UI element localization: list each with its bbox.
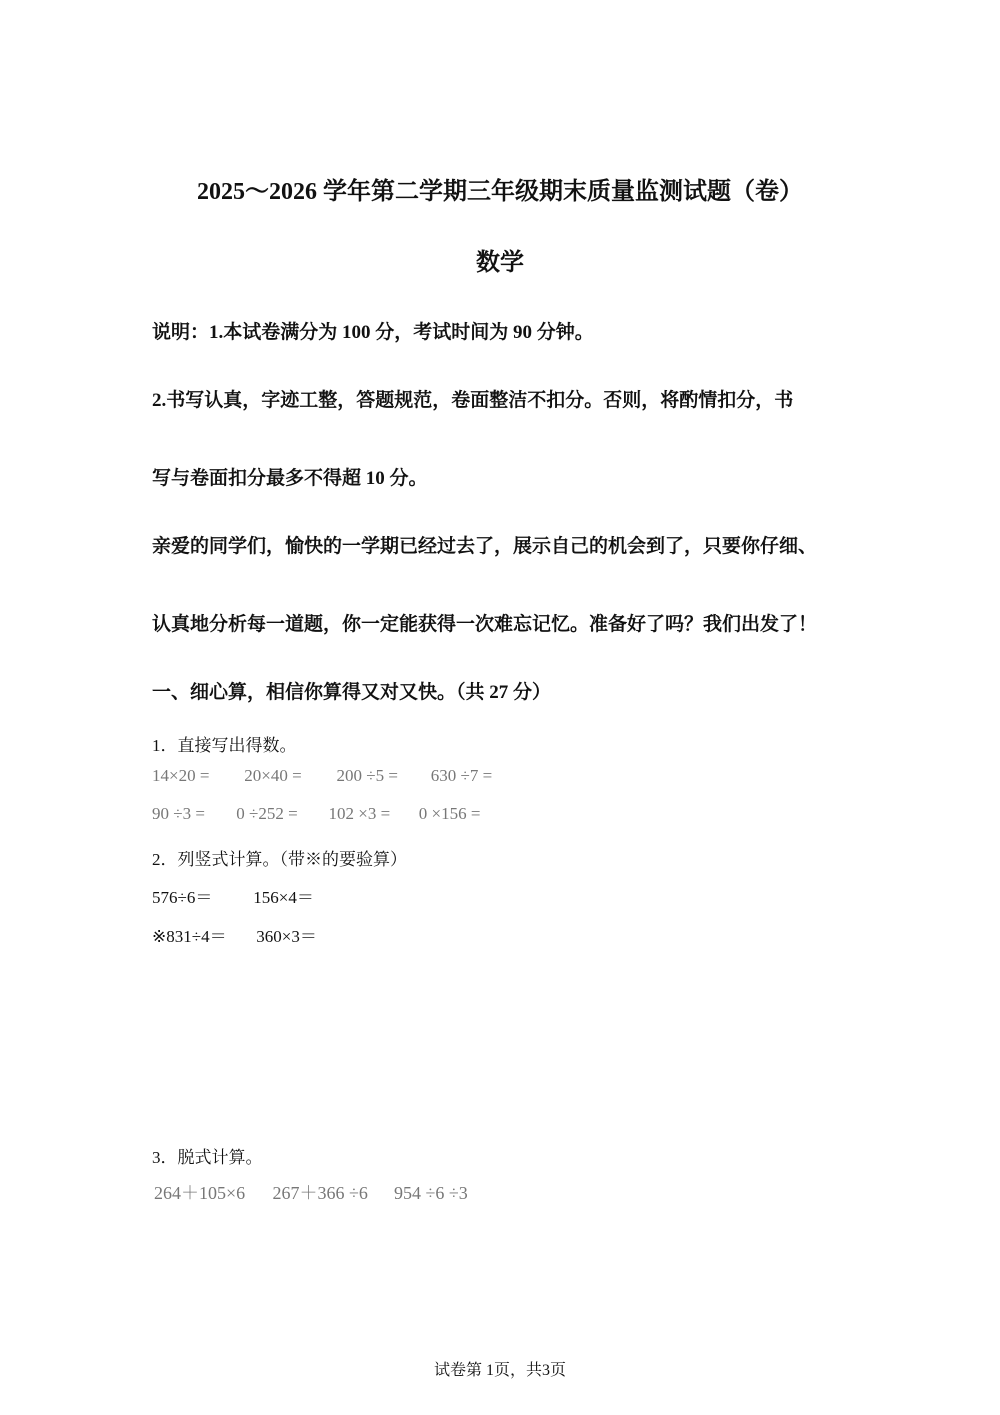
step-calc-item: 267＋366 ÷6 xyxy=(272,1183,368,1203)
vertical-calc-item: ※831÷4＝ xyxy=(152,927,227,946)
greeting-line-2: 认真地分析每一道题，你一定能获得一次难忘记忆。准备好了吗？我们出发了！ xyxy=(152,614,818,635)
vertical-calc-item: 576÷6＝ xyxy=(152,888,213,907)
section-1-heading: 一、细心算，相信你算得又对又快。（共 27 分） xyxy=(152,682,552,703)
question-1-label: 1．直接写出得数。 xyxy=(152,736,297,755)
oral-calc-item: 20×40 = xyxy=(244,766,302,785)
oral-calc-item: 90 ÷3 = xyxy=(152,804,205,823)
oral-calc-item: 14×20 = xyxy=(152,766,210,785)
step-calc-row xyxy=(154,1179,468,1205)
oral-calc-row-2 xyxy=(152,804,480,824)
vertical-calc-row-2 xyxy=(152,922,317,947)
question-2-label: 2．列竖式计算。（带※的要验算） xyxy=(152,850,407,869)
step-calc-item: 954 ÷6 ÷3 xyxy=(394,1183,468,1203)
instruction-line-3: 写与卷面扣分最多不得超 10 分。 xyxy=(152,468,428,489)
exam-title: 2025～2026 学年第二学期三年级期末质量监测试题（卷） xyxy=(197,179,803,205)
vertical-calc-row-1 xyxy=(152,883,314,908)
vertical-calc-item: 360×3＝ xyxy=(256,927,317,946)
oral-calc-item: 200 ÷5 = xyxy=(336,766,398,785)
subject-title: 数学 xyxy=(476,250,524,276)
step-calc-item: 264＋105×6 xyxy=(154,1183,246,1203)
oral-calc-item: 0 ÷252 = xyxy=(236,804,298,823)
oral-calc-item: 102 ×3 = xyxy=(328,804,391,823)
instruction-line-1: 说明：1.本试卷满分为 100 分，考试时间为 90 分钟。 xyxy=(152,322,594,343)
page-footer: 试卷第 1页，共3页 xyxy=(433,1362,566,1379)
question-3-label: 3．脱式计算。 xyxy=(152,1148,263,1167)
oral-calc-item: 630 ÷7 = xyxy=(430,766,493,785)
instruction-line-2: 2.书写认真，字迹工整，答题规范，卷面整洁不扣分。否则，将酌情扣分，书 xyxy=(152,390,794,411)
oral-calc-item: 0 ×156 = xyxy=(418,804,481,823)
greeting-line-1: 亲爱的同学们，愉快的一学期已经过去了，展示自己的机会到了，只要你仔细、 xyxy=(152,536,818,557)
oral-calc-row-1 xyxy=(152,766,492,786)
vertical-calc-item: 156×4＝ xyxy=(253,888,314,907)
